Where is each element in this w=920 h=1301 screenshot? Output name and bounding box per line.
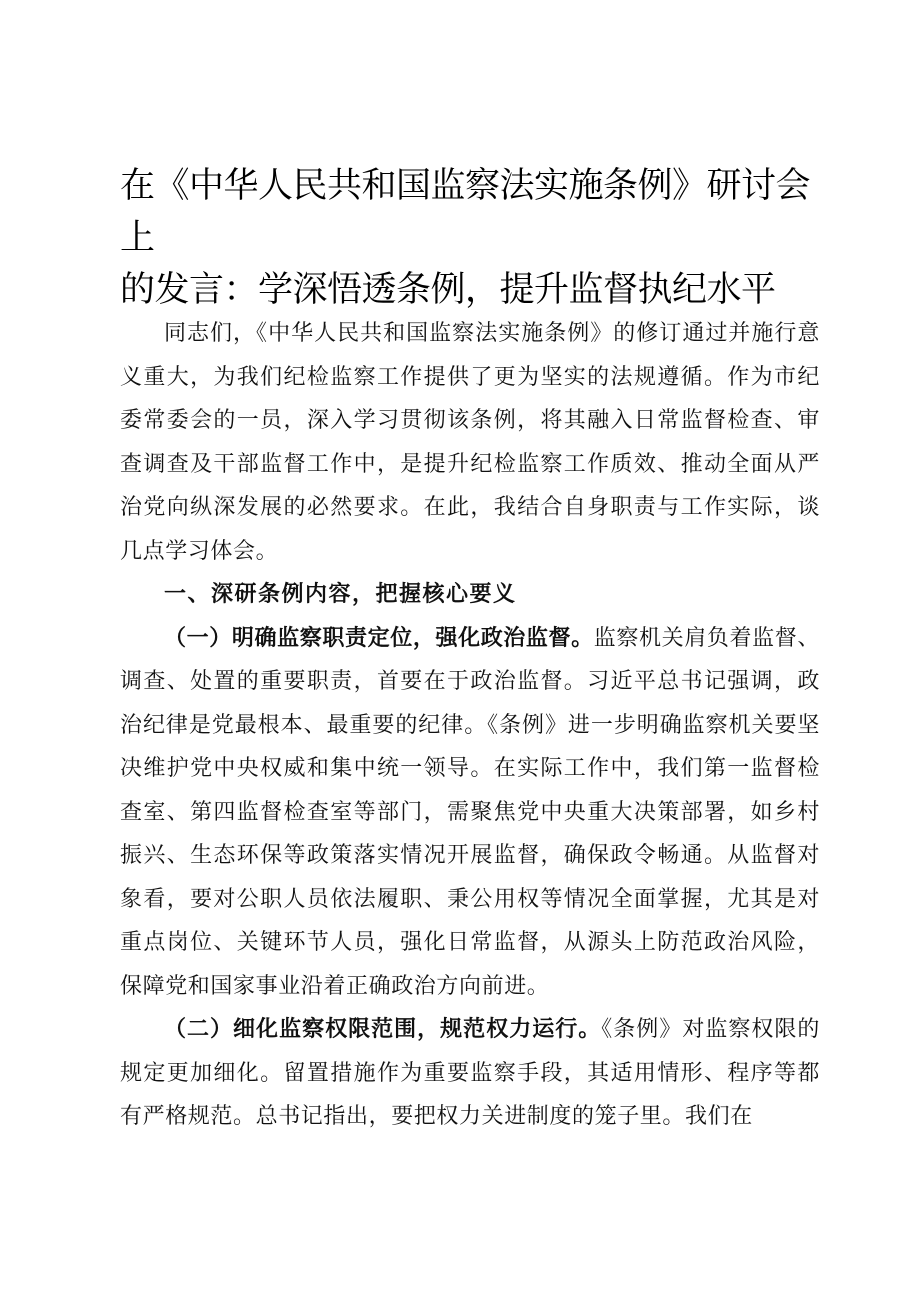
- title-line-2: 的发言：学深悟透条例，提升监督执纪水平: [120, 270, 776, 310]
- subsection-lead-2: （二）细化监察权限范围，规范权力运行。: [164, 1017, 602, 1042]
- subsection-body-1: 监察机关肩负着监督、调查、处置的重要职责，首要在于政治监督。习近平总书记强调，政治纪律是党最根本、最重要的纪律。《条例》进一步明确监察机关要坚决维护党中央权威和集中统一领导。在实际工作中，我们第一监督检查室、第四监督检查室等部门，需聚焦党中央重大决策部署，如乡村振兴、生态环保等政策落实情况开展监督，确保政令畅通。从监督对象看，要对公职人员依法履职、秉公用权等情况全面掌握，尤其是对重点岗位、关键环节人员，强化日常监督，从源头上防范政治风险，保障党和国家事业沿着正确政治方向前进。: [120, 625, 820, 999]
- document-title: [120, 160, 820, 316]
- title-line-1: 在《中华人民共和国监察法实施条例》研讨会上: [120, 166, 811, 258]
- document-body: [120, 312, 820, 1139]
- section-heading-1: 一、深研条例内容，把握核心要义: [164, 582, 517, 607]
- subsection-paragraph-2: [120, 1008, 820, 1139]
- subsection-paragraph-1: [120, 617, 820, 1009]
- subsection-lead-1: （一）明确监察职责定位，强化政治监督。: [164, 625, 594, 651]
- intro-paragraph: 同志们，《中华人民共和国监察法实施条例》的修订通过并施行意义重大，为我们纪检监察工作提供了更为坚实的法规遵循。作为市纪委常委会的一员，深入学习贯彻该条例，将其融入日常监督检查、审查调查及干部监督工作中，是提升纪检监察工作质效、推动全面从严治党向纵深发展的必然要求。在此，我结合自身职责与工作实际，谈几点学习体会。: [120, 321, 820, 564]
- subsection-body-2: 《条例》对监察权限的规定更加细化。留置措施作为重要监察手段，其适用情形、程序等都有严格规范。总书记指出，要把权力关进制度的笼子里。我们在: [120, 1017, 820, 1129]
